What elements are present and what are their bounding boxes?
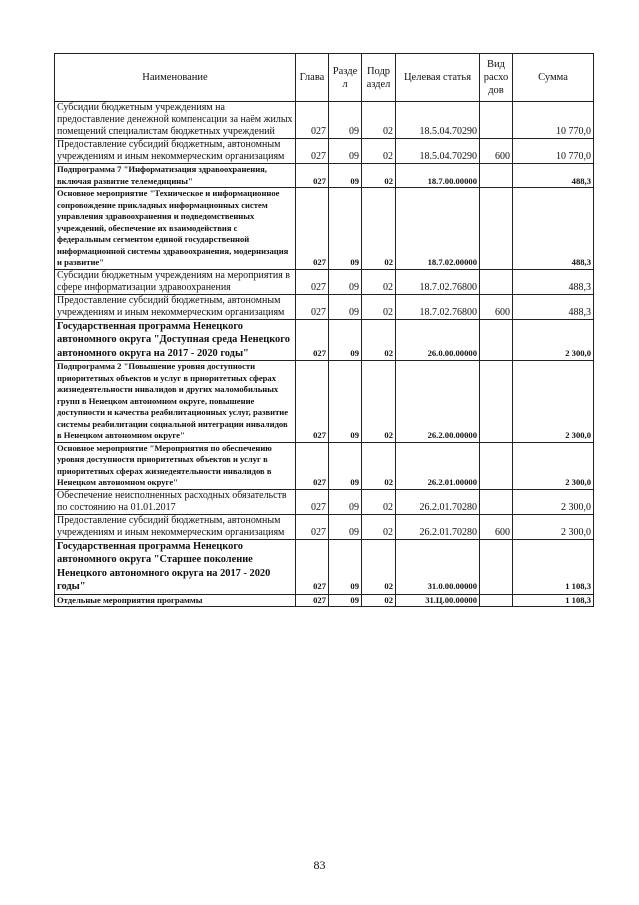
table-row bbox=[55, 489, 594, 514]
cell-type bbox=[480, 102, 513, 139]
cell-type bbox=[480, 164, 513, 188]
cell-target: 26.2.01.70280 bbox=[396, 514, 480, 539]
cell-name: Подпрограмма 7 "Информатизация здравоохранения, включая развитие телемедицины" bbox=[55, 164, 296, 188]
cell-subsection: 02 bbox=[362, 361, 396, 443]
cell-name: Субсидии бюджетным учреждениям на мероприятия в сфере информатизации здравоохранения bbox=[55, 269, 296, 294]
table-row bbox=[55, 539, 594, 594]
cell-target: 26.2.00.00000 bbox=[396, 361, 480, 443]
cell-chapter: 027 bbox=[296, 139, 329, 164]
cell-section: 09 bbox=[329, 594, 362, 607]
cell-sum: 2 300,0 bbox=[513, 319, 594, 361]
cell-sum: 2 300,0 bbox=[513, 361, 594, 443]
cell-sum: 488,3 bbox=[513, 294, 594, 319]
cell-name: Основное мероприятие "Мероприятия по обеспечению уровня доступности приоритетных объектов и услуг в приоритетных сферах жизнедеятельности инвалидов в Ненецком автономном округе" bbox=[55, 442, 296, 489]
cell-target: 18.7.00.00000 bbox=[396, 164, 480, 188]
table-row bbox=[55, 442, 594, 489]
cell-subsection: 02 bbox=[362, 442, 396, 489]
cell-chapter: 027 bbox=[296, 269, 329, 294]
cell-target: 18.5.04.70290 bbox=[396, 102, 480, 139]
cell-sum: 488,3 bbox=[513, 188, 594, 270]
cell-subsection: 02 bbox=[362, 139, 396, 164]
cell-target: 31.0.00.00000 bbox=[396, 539, 480, 594]
table-header-row bbox=[55, 54, 594, 102]
cell-section: 09 bbox=[329, 164, 362, 188]
cell-sum: 488,3 bbox=[513, 269, 594, 294]
table-row bbox=[55, 269, 594, 294]
cell-name: Предоставление субсидий бюджетным, автономным учреждениям и иным некоммерческим организациям bbox=[55, 294, 296, 319]
cell-target: 26.0.00.00000 bbox=[396, 319, 480, 361]
cell-chapter: 027 bbox=[296, 442, 329, 489]
cell-chapter: 027 bbox=[296, 102, 329, 139]
cell-name: Основное мероприятие "Техническое и информационное сопровождение прикладных информационных систем управления здравоохранения и подведомственных учреждений, обеспечение их взаимодействия с федеральным сегментом единой государственной информационной системы здравоохранения, модернизация и развитие" bbox=[55, 188, 296, 270]
cell-subsection: 02 bbox=[362, 294, 396, 319]
cell-chapter: 027 bbox=[296, 188, 329, 270]
cell-section: 09 bbox=[329, 489, 362, 514]
cell-subsection: 02 bbox=[362, 594, 396, 607]
cell-chapter: 027 bbox=[296, 164, 329, 188]
table-row bbox=[55, 361, 594, 443]
cell-sum: 10 770,0 bbox=[513, 139, 594, 164]
cell-chapter: 027 bbox=[296, 539, 329, 594]
cell-section: 09 bbox=[329, 188, 362, 270]
cell-sum: 2 300,0 bbox=[513, 514, 594, 539]
header-section: Разде л bbox=[329, 54, 362, 102]
cell-subsection: 02 bbox=[362, 188, 396, 270]
cell-type bbox=[480, 442, 513, 489]
cell-subsection: 02 bbox=[362, 489, 396, 514]
cell-subsection: 02 bbox=[362, 319, 396, 361]
cell-section: 09 bbox=[329, 361, 362, 443]
header-subsection: Подр аздел bbox=[362, 54, 396, 102]
cell-sum: 10 770,0 bbox=[513, 102, 594, 139]
cell-type bbox=[480, 188, 513, 270]
cell-name: Отдельные мероприятия программы bbox=[55, 594, 296, 607]
cell-section: 09 bbox=[329, 269, 362, 294]
header-type: Вид расхо дов bbox=[480, 54, 513, 102]
cell-type bbox=[480, 539, 513, 594]
table-row bbox=[55, 294, 594, 319]
cell-type: 600 bbox=[480, 139, 513, 164]
cell-target: 26.2.01.00000 bbox=[396, 442, 480, 489]
cell-target: 18.7.02.00000 bbox=[396, 188, 480, 270]
header-target: Целевая статья bbox=[396, 54, 480, 102]
cell-name: Государственная программа Ненецкого автономного округа "Старшее поколение Ненецкого автономного округа на 2017 - 2020 годы" bbox=[55, 539, 296, 594]
cell-name: Предоставление субсидий бюджетным, автономным учреждениям и иным некоммерческим организациям bbox=[55, 139, 296, 164]
cell-sum: 1 108,3 bbox=[513, 594, 594, 607]
header-chapter: Глава bbox=[296, 54, 329, 102]
cell-subsection: 02 bbox=[362, 102, 396, 139]
cell-chapter: 027 bbox=[296, 489, 329, 514]
cell-type bbox=[480, 319, 513, 361]
cell-target: 18.5.04.70290 bbox=[396, 139, 480, 164]
cell-chapter: 027 bbox=[296, 361, 329, 443]
cell-subsection: 02 bbox=[362, 269, 396, 294]
cell-target: 18.7.02.76800 bbox=[396, 269, 480, 294]
table-row bbox=[55, 514, 594, 539]
cell-type bbox=[480, 489, 513, 514]
cell-type bbox=[480, 361, 513, 443]
cell-name: Предоставление субсидий бюджетным, автономным учреждениям и иным некоммерческим организациям bbox=[55, 514, 296, 539]
cell-sum: 2 300,0 bbox=[513, 489, 594, 514]
cell-sum: 488,3 bbox=[513, 164, 594, 188]
cell-target: 26.2.01.70280 bbox=[396, 489, 480, 514]
cell-target: 18.7.02.76800 bbox=[396, 294, 480, 319]
cell-target: 31.Ц.00.00000 bbox=[396, 594, 480, 607]
cell-chapter: 027 bbox=[296, 294, 329, 319]
cell-section: 09 bbox=[329, 294, 362, 319]
cell-subsection: 02 bbox=[362, 514, 396, 539]
cell-type bbox=[480, 269, 513, 294]
cell-type: 600 bbox=[480, 294, 513, 319]
header-sum: Сумма bbox=[513, 54, 594, 102]
cell-section: 09 bbox=[329, 442, 362, 489]
cell-chapter: 027 bbox=[296, 319, 329, 361]
cell-section: 09 bbox=[329, 139, 362, 164]
table-row bbox=[55, 319, 594, 361]
cell-sum: 2 300,0 bbox=[513, 442, 594, 489]
cell-name: Государственная программа Ненецкого автономного округа "Доступная среда Ненецкого автономного округа на 2017 - 2020 годы" bbox=[55, 319, 296, 361]
cell-name: Подпрограмма 2 "Повышение уровня доступности приоритетных объектов и услуг в приоритетных сферах жизнедеятельности инвалидов и других маломобильных групп в Ненецком автономном округе, повышение доступности и качества реабилитационных услуг, развитие системы реабилитации социальной интеграции инвалидов в Ненецком автономном округе" bbox=[55, 361, 296, 443]
cell-section: 09 bbox=[329, 102, 362, 139]
cell-type bbox=[480, 594, 513, 607]
cell-section: 09 bbox=[329, 319, 362, 361]
cell-chapter: 027 bbox=[296, 594, 329, 607]
table-row bbox=[55, 188, 594, 270]
cell-section: 09 bbox=[329, 514, 362, 539]
cell-chapter: 027 bbox=[296, 514, 329, 539]
cell-sum: 1 108,3 bbox=[513, 539, 594, 594]
table-row bbox=[55, 139, 594, 164]
table-row bbox=[55, 164, 594, 188]
cell-subsection: 02 bbox=[362, 539, 396, 594]
cell-section: 09 bbox=[329, 539, 362, 594]
cell-subsection: 02 bbox=[362, 164, 396, 188]
cell-name: Субсидии бюджетным учреждениям на предоставление денежной компенсации за наём жилых помещений специалистам бюджетных учреждений bbox=[55, 102, 296, 139]
cell-name: Обеспечение неисполненных расходных обязательств по состоянию на 01.01.2017 bbox=[55, 489, 296, 514]
header-name: Наименование bbox=[55, 54, 296, 102]
cell-type: 600 bbox=[480, 514, 513, 539]
page-number: 83 bbox=[313, 858, 326, 872]
table-row bbox=[55, 594, 594, 607]
table-row bbox=[55, 102, 594, 139]
budget-table bbox=[54, 53, 594, 607]
